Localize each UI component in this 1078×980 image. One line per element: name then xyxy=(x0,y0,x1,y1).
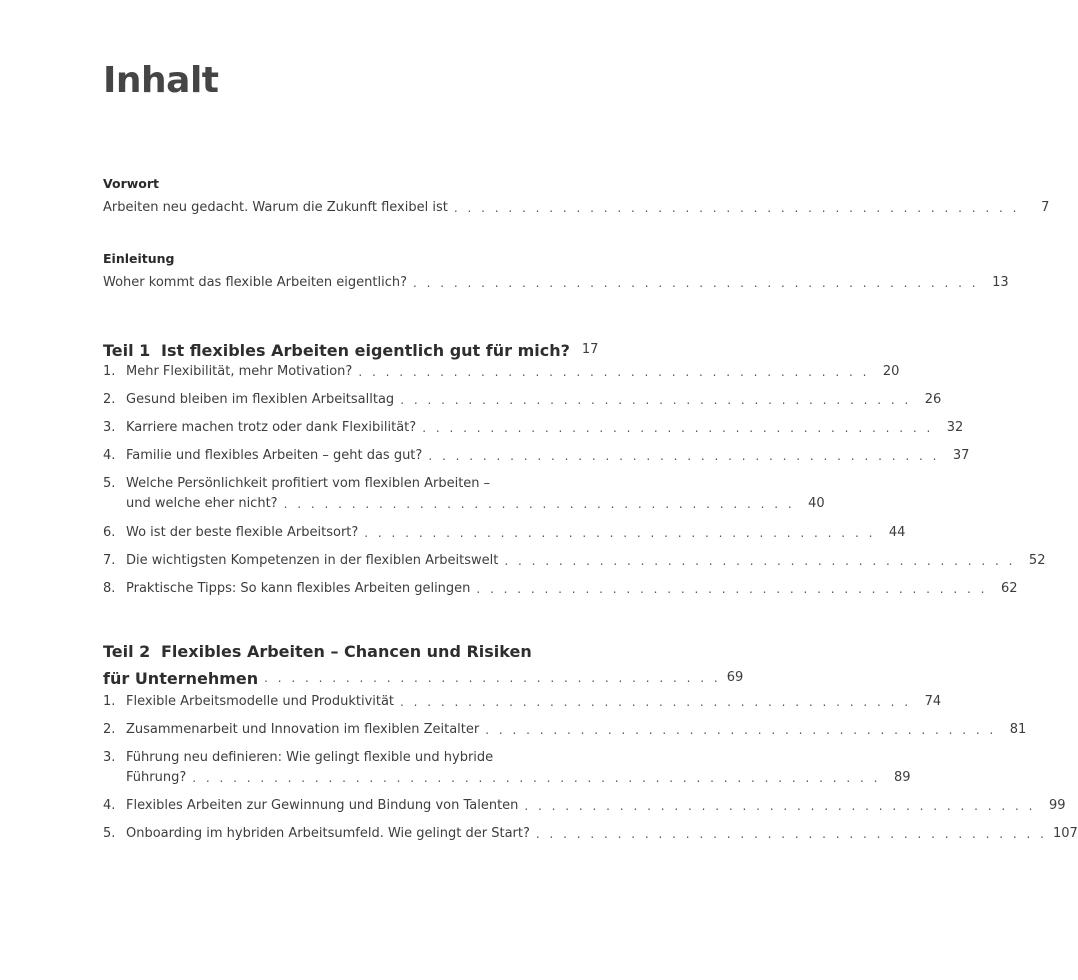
toc-entry-text: Gesund bleiben im flexiblen Arbeitsalltag xyxy=(126,392,395,407)
toc-entry-number: 8. xyxy=(103,581,116,596)
toc-entry[interactable] xyxy=(103,418,964,438)
toc-entry[interactable] xyxy=(103,796,1066,816)
toc-entry-page: 107 xyxy=(1052,826,1078,841)
toc-entry-text: Flexible Arbeitsmodelle und Produktivität xyxy=(126,694,395,709)
part-page: 69 xyxy=(726,670,744,685)
toc-entry-number: 5. xyxy=(103,476,116,491)
section-heading-vorwort: Vorwort xyxy=(103,176,160,191)
dot-leader: . . . . . . . . . . . . . . . . . . . . . . . . . . . . . . . . . . . . . . . . . . xyxy=(413,276,979,290)
dot-leader: . . . . . . . . . . . . . . . . . . . . . . . . . . . . . . . . . . . . . . xyxy=(422,421,934,435)
dot-leader: . . . . . . . . . . . . . . . . . . . . . . . . . . . . . . . . . . . . . . xyxy=(400,695,912,709)
toc-entry[interactable] xyxy=(103,551,1046,571)
toc-entry[interactable] xyxy=(103,692,942,712)
toc-entry[interactable] xyxy=(103,579,1018,599)
toc-entry-number: 7. xyxy=(103,553,116,568)
toc-entry-text: Karriere machen trotz oder dank Flexibilität? xyxy=(126,420,417,435)
part-title: Ist flexibles Arbeiten eigentlich gut für mich? xyxy=(161,341,570,360)
toc-entry[interactable] xyxy=(103,523,906,543)
part-number: Teil 1 xyxy=(103,341,151,360)
toc-entry-einleitung[interactable] xyxy=(103,273,1009,293)
toc-entry-page: 74 xyxy=(924,694,942,709)
toc-entry[interactable] xyxy=(103,720,1027,740)
toc-entry-number: 2. xyxy=(103,722,116,737)
toc-entry-page: 13 xyxy=(992,275,1009,290)
toc-entry-first-line[interactable] xyxy=(103,474,571,494)
toc-entry-text: Flexibles Arbeiten zur Gewinnung und Bindung von Talenten xyxy=(126,798,519,813)
toc-entry-page: 7 xyxy=(1041,200,1050,215)
toc-entry-text: Wo ist der beste flexible Arbeitsort? xyxy=(126,525,359,540)
dot-leader: . . . . . . . . . . . . . . . . . . . . . . . . . . . . . . . . . . . . . . xyxy=(485,723,997,737)
toc-entry-number: 6. xyxy=(103,525,116,540)
toc-entry-page: 37 xyxy=(952,448,970,463)
toc-entry-text: Führung neu definieren: Wie gelingt flexible und hybride xyxy=(126,750,494,765)
toc-entry[interactable] xyxy=(103,390,942,410)
part-number: Teil 2 xyxy=(103,642,151,661)
part-page: 17 xyxy=(581,342,599,357)
toc-entry-text: Familie und flexibles Arbeiten – geht das gut? xyxy=(126,448,423,463)
dot-leader: . . . . . . . . . . . . . . . . . . . . . . . . . . . . . . . . . . . . . . xyxy=(364,526,876,540)
dot-leader: . . . . . . . . . . . . . . . . . . . . . . . . . . . . . . . . . . . . . . . . . . . . . . . . . . . xyxy=(192,771,881,785)
dot-leader: . . . . . . . . . . . . . . . . . . . . . . . . . . . . . . . . . . . . . . xyxy=(524,799,1036,813)
dot-leader: . . . . . . . . . . . . . . . . . . . . . . . . . . . . . . . . . . . . . . xyxy=(428,449,940,463)
part-title: Flexibles Arbeiten – Chancen und Risiken xyxy=(161,642,532,661)
dot-leader: . . . . . . . . . . . . . . . . . . . . . . . . . . . . . . . . . . . . . . xyxy=(283,497,795,511)
part-title-continued: für Unternehmen xyxy=(103,669,259,688)
dot-leader: . . . . . . . . . . . . . . . . . . . . . . . . . . . . . . . . . . . . . . xyxy=(476,582,988,596)
toc-entry-number: 1. xyxy=(103,694,116,709)
toc-entry[interactable] xyxy=(103,362,900,382)
toc-entry-number: 5. xyxy=(103,826,116,841)
toc-entry-number: 4. xyxy=(103,798,116,813)
toc-entry-text: Zusammenarbeit und Innovation im flexiblen Zeitalter xyxy=(126,722,480,737)
toc-entry-text: Mehr Flexibilität, mehr Motivation? xyxy=(126,364,353,379)
dot-leader: . . . . . . . . . . . . . . . . . . . . . . . . . . . . . . . . . . . . . . xyxy=(535,827,1047,841)
part-heading-teil-2-line1[interactable] xyxy=(103,640,571,664)
toc-entry-page: 99 xyxy=(1048,798,1066,813)
toc-entry-page: 40 xyxy=(808,496,825,511)
dot-leader: . . . . . . . . . . . . . . . . . . . . . . . . . . . . . . . . . . . . . . xyxy=(400,393,912,407)
toc-entry-page: 81 xyxy=(1009,722,1027,737)
toc-entry-continuation[interactable] xyxy=(126,768,911,788)
toc-entry-text-continued: Führung? xyxy=(126,770,187,785)
toc-entry[interactable] xyxy=(103,446,970,466)
toc-entry-page: 62 xyxy=(1000,581,1018,596)
toc-entry-first-line[interactable] xyxy=(103,748,571,768)
toc-entry-page: 44 xyxy=(888,525,906,540)
toc-entry-page: 20 xyxy=(882,364,900,379)
toc-entry-text: Onboarding im hybriden Arbeitsumfeld. Wie gelingt der Start? xyxy=(126,826,530,841)
toc-entry-number: 3. xyxy=(103,420,116,435)
toc-entry-number: 1. xyxy=(103,364,116,379)
dot-leader: . . . . . . . . . . . . . . . . . . . . . . . . . . . . . . . . . . . . . . . . . . xyxy=(453,201,1020,215)
dot-leader: . . . . . . . . . . . . . . . . . . . . . . . . . . . . . . . . . . . . . . xyxy=(358,365,870,379)
toc-entry-page: 32 xyxy=(946,420,964,435)
section-heading-einleitung: Einleitung xyxy=(103,251,175,266)
toc-entry-text: Woher kommt das flexible Arbeiten eigentlich? xyxy=(103,275,407,290)
toc-entry-page: 26 xyxy=(924,392,942,407)
toc-entry-text: Arbeiten neu gedacht. Warum die Zukunft flexibel ist xyxy=(103,200,448,215)
toc-entry-number: 2. xyxy=(103,392,116,407)
toc-entry-page: 52 xyxy=(1028,553,1046,568)
toc-entry[interactable] xyxy=(103,824,1078,844)
toc-entry-number: 3. xyxy=(103,750,116,765)
toc-entry-text-continued: und welche eher nicht? xyxy=(126,496,278,511)
toc-entry-text: Die wichtigsten Kompetenzen in der flexiblen Arbeitswelt xyxy=(126,553,499,568)
toc-entry-text: Praktische Tipps: So kann flexibles Arbeiten gelingen xyxy=(126,581,471,596)
dot-leader: . . . . . . . . . . . . . . . . . . . . . . . . . . . . . . . . . . xyxy=(264,671,721,685)
toc-entry-number: 4. xyxy=(103,448,116,463)
dot-leader: . . . . . . . . . . . . . . . . . . . . . . . . . . . . . . . . . . . . . . xyxy=(504,554,1016,568)
part-heading-teil-1[interactable] xyxy=(103,336,599,360)
toc-entry-page: 89 xyxy=(893,770,911,785)
toc-entry-continuation[interactable] xyxy=(126,494,825,514)
toc-entry-vorwort[interactable] xyxy=(103,198,1050,218)
part-heading-teil-2-line2[interactable] xyxy=(103,664,744,688)
toc-entry-text: Welche Persönlichkeit profitiert vom flexiblen Arbeiten – xyxy=(126,476,491,491)
page-title: Inhalt xyxy=(103,60,219,101)
